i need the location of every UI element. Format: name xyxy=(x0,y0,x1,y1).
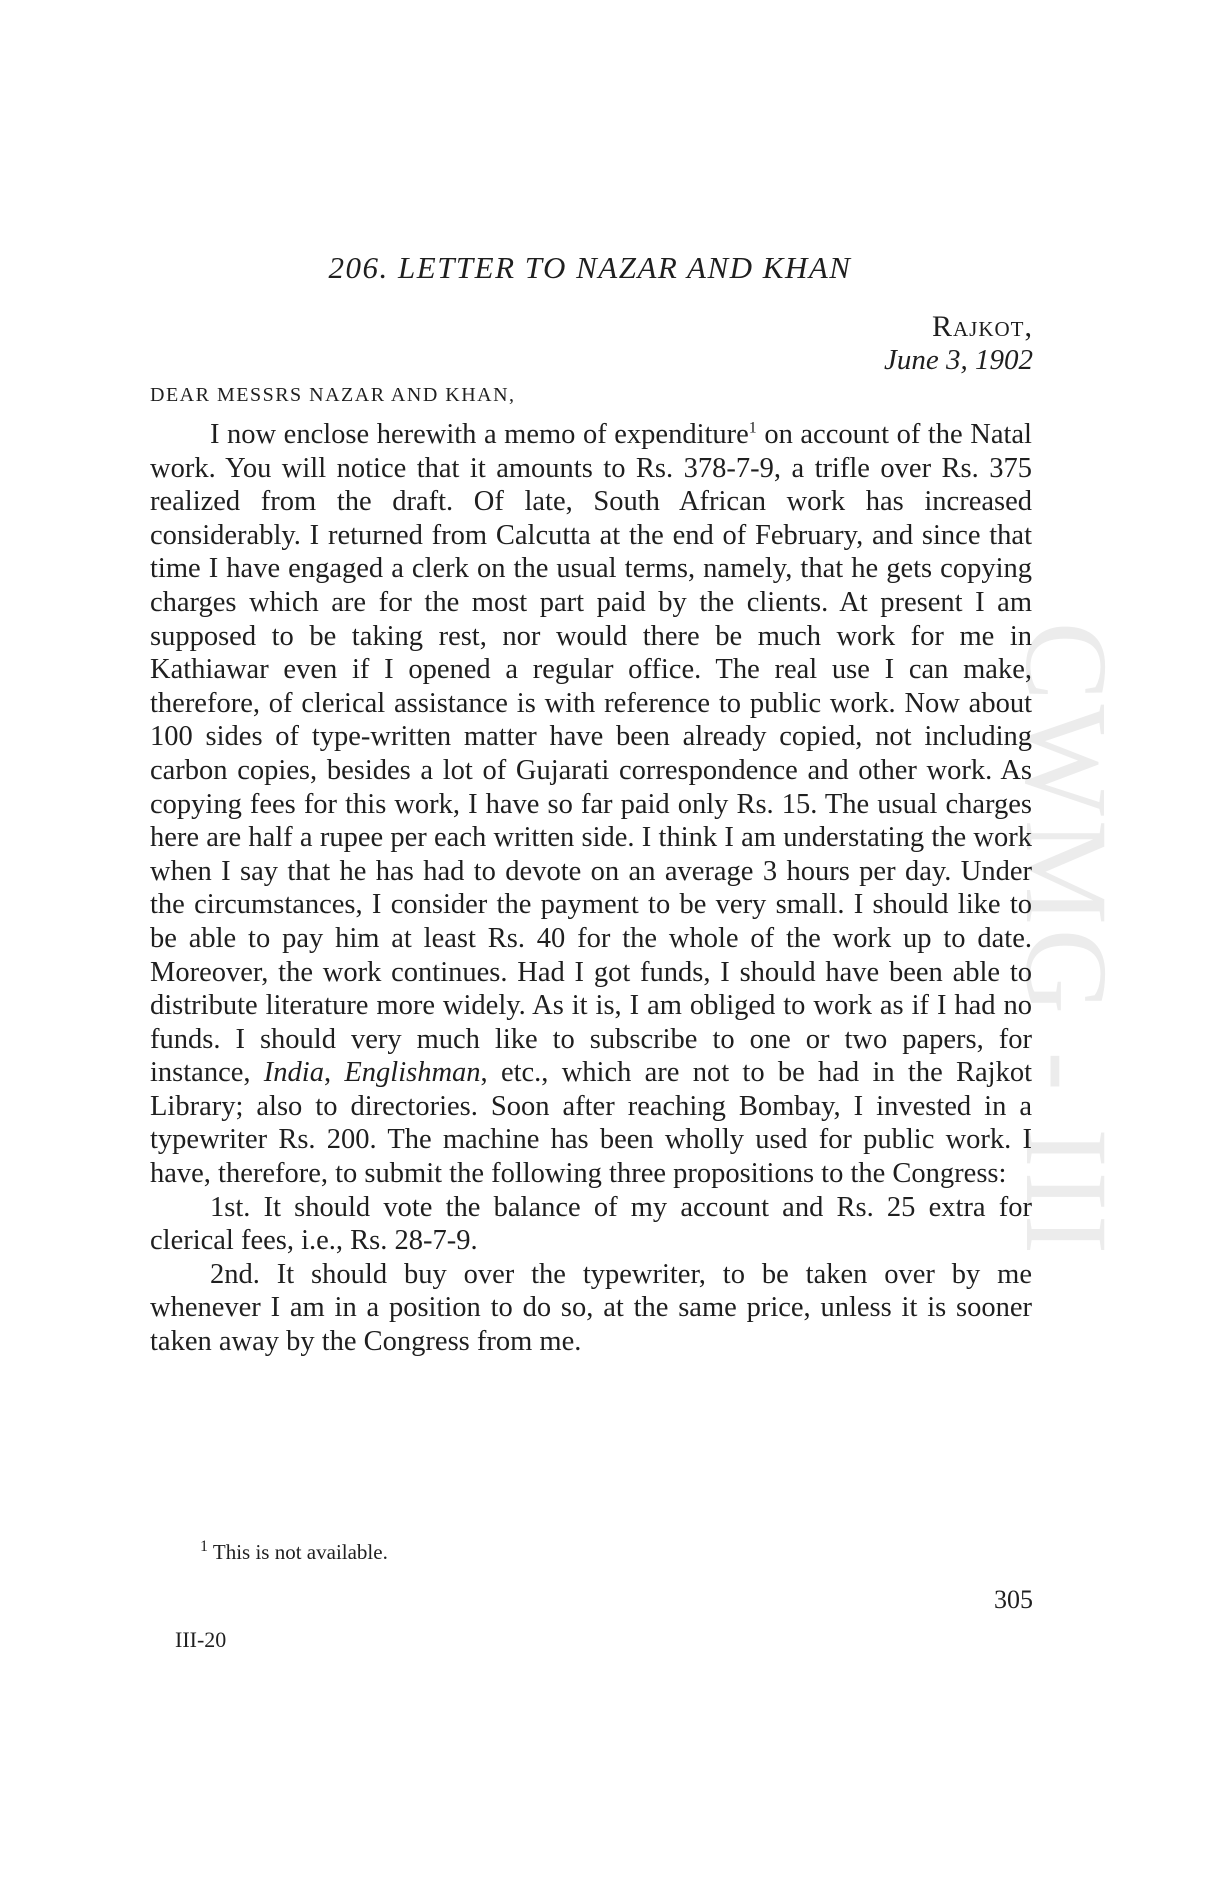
publication-india: India xyxy=(263,1057,324,1089)
letter-date: June 3, 1902 xyxy=(884,344,1033,376)
publication-englishman: Englishman xyxy=(344,1057,481,1089)
paragraph-1-text-a: I now enclose herewith a memo of expenditure xyxy=(210,419,749,450)
watermark xyxy=(1001,540,1132,1340)
letter-title: 206. LETTER TO NAZAR AND KHAN xyxy=(328,250,852,285)
volume-code: III-20 xyxy=(175,1627,227,1652)
footnote-marker: 1 xyxy=(748,419,757,437)
salutation: DEAR MESSRS NAZAR AND KHAN, xyxy=(150,384,516,406)
body-paragraph-1 xyxy=(150,418,1032,1191)
footnote-number: 1 xyxy=(200,1538,208,1555)
page-number: 305 xyxy=(994,1585,1033,1614)
body-paragraph-2: 1st. It should vote the balance of my account and Rs. 25 extra for clerical fees, i.e., Rs. 28-7-9. xyxy=(150,1191,1032,1257)
paragraph-1-text-b: on account of the Natal work. You will notice that it amounts to Rs. 378-7-9, a trifle over Rs. 375 realized from the draft. Of late, South African work has increased considerably. I returned from Calcutta at the end of February, and since that time I have engaged a clerk on the usual terms, namely, that he gets copying charges which are for the most part paid by the clients. At present I am supposed to be taking rest, nor would there be much work for me in Kathiawar even if I opened a regular office. The real use I can make, therefore, of clerical assistance is with reference to public work. Now about 100 sides of type-written matter have been already copied, not including carbon copies, besides a lot of Gujarati correspondence and other work. As copying fees for this work, I have so far paid only Rs. 15. The usual charges here are half a rupee per each written side. I think I am understating the work when I say that he has had to devote on an average 3 hours per day. Under the circumstances, I consider the payment to be very small. I should like to be able to pay him at least Rs. 40 for the whole of the work up to date. Moreover, the work continues. Had I got funds, I should have been able to distribute literature more widely. As it is, I am obliged to work as if I had no funds. I should very much like to subscribe to one or two papers, for instance, xyxy=(150,419,1032,1089)
letter-body xyxy=(150,418,1032,1359)
footnote-text: This is not available. xyxy=(208,1540,388,1564)
body-paragraph-3: 2nd. It should buy over the typewriter, to be taken over by me whenever I am in a position to do so, at the same price, unless it is sooner taken away by the Congress from me. xyxy=(150,1258,1032,1358)
footnote xyxy=(200,1540,388,1565)
paragraph-1-separator: , xyxy=(323,1057,345,1089)
watermark-text: CWMG - III xyxy=(1001,621,1132,1259)
paragraph-1-text-c: , etc., which are not to be had in the Rajkot Library; also to directories. Soon after reaching Bombay, I invested in a typewriter Rs. 200. The machine has been wholly used for public work. I have, therefore, to submit the following three propositions to the Congress: xyxy=(150,1057,1032,1190)
letter-place: Rajkot, xyxy=(931,310,1033,343)
